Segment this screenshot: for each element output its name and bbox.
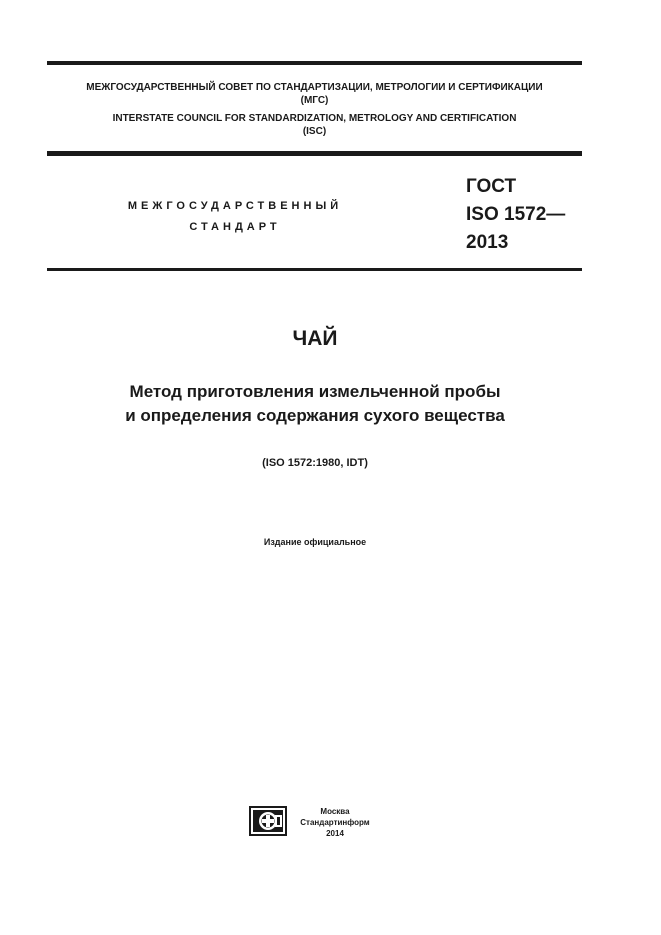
- middle-rule: [47, 151, 582, 156]
- council-ru-block: [47, 81, 582, 107]
- subtitle-line1: Метод приготовления измельченной пробы: [129, 382, 501, 401]
- iso-reference: (ISO 1572:1980, IDT): [262, 457, 368, 469]
- top-rule: [47, 61, 582, 65]
- publisher-name: Стандартинформ: [300, 818, 370, 827]
- designation-line1: ГОСТ: [466, 176, 517, 197]
- council-en-abbr: (ISC): [302, 126, 327, 137]
- document-title: ЧАЙ: [292, 327, 338, 350]
- standard-kind: [95, 196, 375, 238]
- designation-line2: ISO 1572—: [466, 204, 566, 225]
- standard-designation: [466, 173, 565, 257]
- council-ru-abbr: (МГС): [300, 95, 329, 106]
- subtitle-line2: и определения содержания сухого вещества: [125, 406, 505, 425]
- designation-line3: 2013: [466, 232, 509, 253]
- council-en-name: INTERSTATE COUNCIL FOR STANDARDIZATION, METROLOGY AND CERTIFICATION: [112, 113, 517, 124]
- standartinform-logo-icon: [249, 806, 287, 836]
- document-subtitle: [0, 380, 630, 428]
- council-en-block: [47, 112, 582, 138]
- publisher-imprint: [290, 806, 380, 839]
- publisher-city: Москва: [320, 807, 350, 816]
- council-ru-name: МЕЖГОСУДАРСТВЕННЫЙ СОВЕТ ПО СТАНДАРТИЗАЦИИ, МЕТРОЛОГИИ И СЕРТИФИКАЦИИ: [86, 82, 543, 93]
- edition-note: Издание официальное: [263, 537, 367, 547]
- standard-kind-line1: МЕЖГОСУДАРСТВЕННЫЙ: [127, 200, 343, 212]
- standard-kind-line2: СТАНДАРТ: [189, 221, 281, 233]
- publisher-year: 2014: [326, 829, 344, 838]
- bottom-rule: [47, 268, 582, 271]
